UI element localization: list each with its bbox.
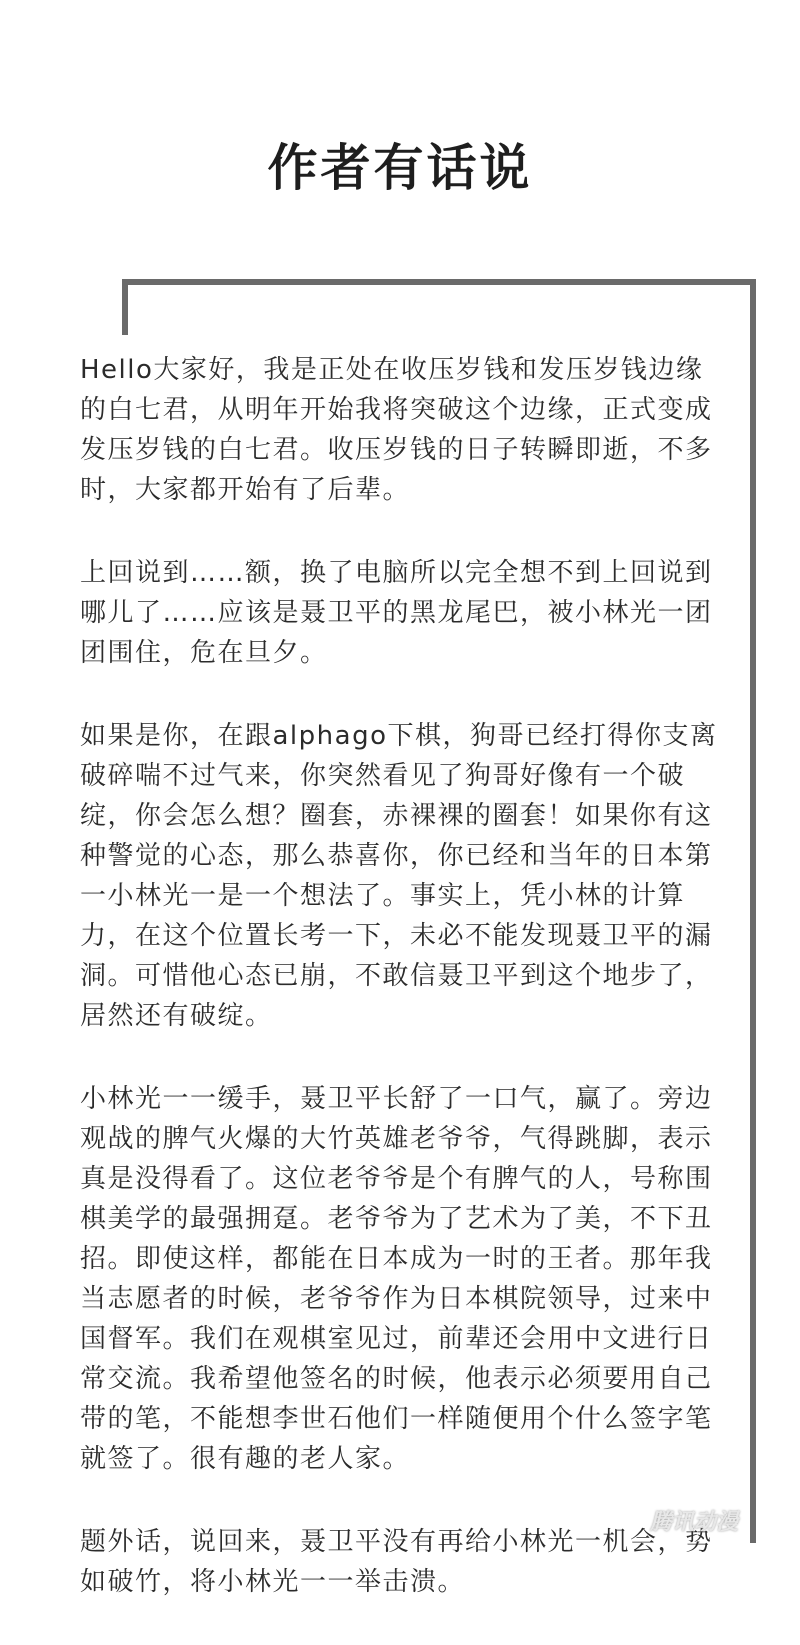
frame-border-right (750, 279, 756, 1543)
paragraph-1: Hello大家好，我是正处在收压岁钱和发压岁钱边缘的白七君，从明年开始我将突破这个边缘，正式变成发压岁钱的白七君。收压岁钱的日子转瞬即逝，不多时，大家都开始有了后辈。 (80, 355, 713, 505)
author-note-body (80, 350, 730, 1645)
paragraph-4: 小林光一一缓手，聂卫平长舒了一口气，赢了。旁边观战的脾气火爆的大竹英雄老爷爷，气得跳脚，表示真是没得看了。这位老爷爷是个有脾气的人，号称围棋美学的最强拥趸。老爷爷为了艺术为了美，不下丑招。即使这样，都能在日本成为一时的王者。那年我当志愿者的时候，老爷爷作为日本棋院领导，过来中国督军。我们在观棋室见过，前辈还会用中文进行日常交流。我希望他签名的时候，他表示必须要用自己带的笔，不能想李世石他们一样随便用个什么签字笔就签了。很有趣的老人家。 (80, 1084, 713, 1474)
frame-border-left (122, 279, 128, 335)
watermark-logo: 腾讯动漫 (650, 1510, 739, 1535)
paragraph-2: 上回说到……额，换了电脑所以完全想不到上回说到哪儿了……应该是聂卫平的黑龙尾巴，被小林光一团团围住，危在旦夕。 (80, 558, 713, 668)
paragraph-3: 如果是你，在跟alphago下棋，狗哥已经打得你支离破碎喘不过气来，你突然看见了狗哥好像有一个破绽，你会怎么想？圈套，赤裸裸的圈套！如果你有这种警觉的心态，那么恭喜你，你已经和当年的日本第一小林光一是一个想法了。事实上，凭小林的计算力，在这个位置长考一下，未必不能发现聂卫平的漏洞。可惜他心态已崩，不敢信聂卫平到这个地步了，居然还有破绽。 (80, 721, 718, 1031)
page-title: 作者有话说 (267, 138, 533, 197)
paragraph-5: 题外话，说回来，聂卫平没有再给小林光一机会，势如破竹，将小林光一一举击溃。 (80, 1527, 713, 1597)
frame-border-top (122, 279, 756, 285)
